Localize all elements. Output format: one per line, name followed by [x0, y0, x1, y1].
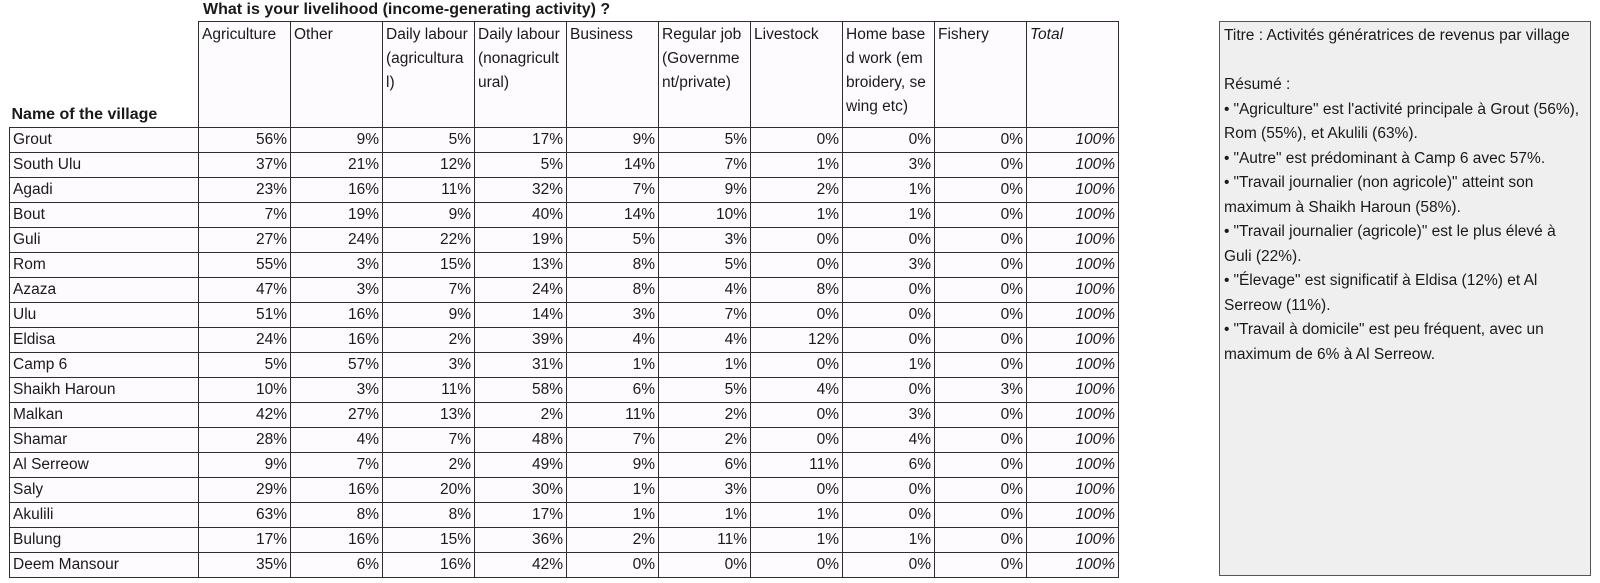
percent-cell: 0% — [567, 553, 659, 578]
percent-cell: 8% — [291, 503, 383, 528]
percent-cell: 9% — [383, 303, 475, 328]
percent-cell: 0% — [935, 453, 1027, 478]
percent-cell: 1% — [751, 503, 843, 528]
percent-cell: 1% — [751, 528, 843, 553]
percent-cell: 0% — [935, 228, 1027, 253]
percent-cell: 19% — [291, 203, 383, 228]
percent-cell: 0% — [935, 153, 1027, 178]
percent-cell: 49% — [475, 453, 567, 478]
percent-cell: 11% — [659, 528, 751, 553]
village-name-cell: Deem Mansour — [10, 553, 199, 578]
table-row — [10, 128, 1119, 153]
summary-point-text: "Élevage" est significatif à Eldisa (12%) et Al Serreow (11%). — [1224, 272, 1538, 314]
percent-cell: 1% — [843, 203, 935, 228]
percent-cell: 24% — [199, 328, 291, 353]
village-name-cell: Rom — [10, 253, 199, 278]
percent-cell: 0% — [935, 403, 1027, 428]
percent-cell: 0% — [935, 178, 1027, 203]
total-cell: 100% — [1027, 278, 1119, 303]
percent-cell: 5% — [659, 378, 751, 403]
percent-cell: 0% — [843, 128, 935, 153]
percent-cell: 2% — [659, 428, 751, 453]
percent-cell: 3% — [659, 228, 751, 253]
summary-point-text: "Travail journalier (agricole)" est le plus élevé à Guli (22%). — [1224, 223, 1556, 265]
percent-cell: 57% — [291, 353, 383, 378]
summary-point — [1224, 171, 1586, 220]
table-header-row — [10, 22, 1119, 128]
table-row — [10, 553, 1119, 578]
percent-cell: 9% — [291, 128, 383, 153]
percent-cell: 28% — [199, 428, 291, 453]
percent-cell: 55% — [199, 253, 291, 278]
village-name-cell: Azaza — [10, 278, 199, 303]
percent-cell: 1% — [659, 503, 751, 528]
percent-cell: 0% — [935, 528, 1027, 553]
percent-cell: 16% — [291, 328, 383, 353]
percent-cell: 0% — [751, 303, 843, 328]
village-name-cell: Ulu — [10, 303, 199, 328]
question-title: What is your livelihood (income-generating activity) ? — [203, 1, 611, 18]
percent-cell: 16% — [291, 528, 383, 553]
percent-cell: 0% — [751, 403, 843, 428]
total-column-header: Total — [1027, 22, 1119, 128]
table-row — [10, 303, 1119, 328]
percent-cell: 1% — [843, 353, 935, 378]
percent-cell: 32% — [475, 178, 567, 203]
percent-cell: 1% — [751, 153, 843, 178]
percent-cell: 10% — [659, 203, 751, 228]
total-cell: 100% — [1027, 428, 1119, 453]
percent-cell: 27% — [199, 228, 291, 253]
summary-point — [1224, 220, 1586, 269]
percent-cell: 9% — [383, 203, 475, 228]
summary-point-text: "Agriculture" est l'activité principale à Grout (56%), Rom (55%), et Akulili (63%). — [1224, 100, 1580, 142]
percent-cell: 0% — [843, 478, 935, 503]
total-cell: 100% — [1027, 128, 1119, 153]
percent-cell: 7% — [567, 428, 659, 453]
table-row — [10, 378, 1119, 403]
livelihood-table — [9, 21, 1119, 578]
percent-cell: 14% — [475, 303, 567, 328]
village-name-cell: Agadi — [10, 178, 199, 203]
bullet-glyph: • — [1224, 321, 1230, 338]
village-name-cell: Grout — [10, 128, 199, 153]
bullet-glyph: • — [1224, 100, 1230, 118]
percent-cell: 0% — [935, 278, 1027, 303]
table-row — [10, 453, 1119, 478]
table-row — [10, 353, 1119, 378]
percent-cell: 4% — [843, 428, 935, 453]
village-name-cell: Eldisa — [10, 328, 199, 353]
percent-cell: 39% — [475, 328, 567, 353]
percent-cell: 63% — [199, 503, 291, 528]
percent-cell: 3% — [383, 353, 475, 378]
summary-point-text: "Travail à domicile" est peu fréquent, avec un maximum de 6% à Al Serreow. — [1224, 321, 1544, 363]
summary-panel — [1219, 21, 1591, 576]
percent-cell: 3% — [291, 278, 383, 303]
percent-cell: 0% — [935, 553, 1027, 578]
percent-cell: 2% — [383, 328, 475, 353]
percent-cell: 30% — [475, 478, 567, 503]
percent-cell: 15% — [383, 253, 475, 278]
column-header: Agriculture — [199, 22, 291, 128]
summary-point — [1224, 98, 1586, 147]
percent-cell: 11% — [383, 378, 475, 403]
column-header: Livestock — [751, 22, 843, 128]
percent-cell: 4% — [291, 428, 383, 453]
column-header: Daily labour (nonagricultural) — [475, 22, 567, 128]
percent-cell: 51% — [199, 303, 291, 328]
percent-cell: 7% — [199, 203, 291, 228]
percent-cell: 17% — [475, 503, 567, 528]
summary-list — [1224, 98, 1586, 368]
total-cell: 100% — [1027, 153, 1119, 178]
percent-cell: 0% — [935, 203, 1027, 228]
percent-cell: 0% — [751, 428, 843, 453]
bullet-glyph: • — [1224, 223, 1230, 240]
percent-cell: 4% — [751, 378, 843, 403]
percent-cell: 3% — [843, 403, 935, 428]
percent-cell: 23% — [199, 178, 291, 203]
percent-cell: 0% — [935, 428, 1027, 453]
village-name-cell: Akulili — [10, 503, 199, 528]
percent-cell: 0% — [843, 303, 935, 328]
table-body — [10, 128, 1119, 578]
village-name-cell: Shaikh Haroun — [10, 378, 199, 403]
summary-point-text: "Travail journalier (non agricole)" atteint son maximum à Shaikh Haroun (58%). — [1224, 174, 1534, 216]
percent-cell: 0% — [935, 303, 1027, 328]
percent-cell: 1% — [567, 353, 659, 378]
table-row — [10, 328, 1119, 353]
percent-cell: 1% — [751, 203, 843, 228]
percent-cell: 3% — [659, 478, 751, 503]
percent-cell: 1% — [567, 503, 659, 528]
summary-point — [1224, 147, 1586, 172]
percent-cell: 0% — [843, 328, 935, 353]
percent-cell: 10% — [199, 378, 291, 403]
percent-cell: 35% — [199, 553, 291, 578]
percent-cell: 0% — [751, 128, 843, 153]
percent-cell: 14% — [567, 153, 659, 178]
percent-cell: 7% — [383, 428, 475, 453]
percent-cell: 29% — [199, 478, 291, 503]
percent-cell: 24% — [291, 228, 383, 253]
village-name-cell: Bulung — [10, 528, 199, 553]
total-cell: 100% — [1027, 453, 1119, 478]
table-row — [10, 428, 1119, 453]
total-cell: 100% — [1027, 303, 1119, 328]
percent-cell: 1% — [567, 478, 659, 503]
bullet-glyph: • — [1224, 149, 1230, 167]
column-header: Regular job (Government/private) — [659, 22, 751, 128]
percent-cell: 6% — [659, 453, 751, 478]
total-cell: 100% — [1027, 528, 1119, 553]
percent-cell: 7% — [659, 153, 751, 178]
percent-cell: 2% — [475, 403, 567, 428]
column-header: Daily labour (agricultural) — [383, 22, 475, 128]
percent-cell: 16% — [291, 303, 383, 328]
percent-cell: 5% — [199, 353, 291, 378]
village-name-cell: Guli — [10, 228, 199, 253]
column-header: Business — [567, 22, 659, 128]
percent-cell: 17% — [475, 128, 567, 153]
percent-cell: 0% — [843, 278, 935, 303]
percent-cell: 42% — [475, 553, 567, 578]
percent-cell: 9% — [199, 453, 291, 478]
percent-cell: 0% — [751, 253, 843, 278]
village-name-cell: Bout — [10, 203, 199, 228]
percent-cell: 16% — [291, 478, 383, 503]
table-row — [10, 153, 1119, 178]
summary-title: Titre : Activités génératrices de revenus par village — [1224, 27, 1570, 44]
village-name-cell: South Ulu — [10, 153, 199, 178]
percent-cell: 2% — [567, 528, 659, 553]
table-row — [10, 478, 1119, 503]
percent-cell: 7% — [567, 178, 659, 203]
percent-cell: 11% — [567, 403, 659, 428]
percent-cell: 16% — [383, 553, 475, 578]
percent-cell: 20% — [383, 478, 475, 503]
percent-cell: 0% — [751, 353, 843, 378]
percent-cell: 0% — [843, 228, 935, 253]
percent-cell: 1% — [659, 353, 751, 378]
table-row — [10, 228, 1119, 253]
column-header: Fishery — [935, 22, 1027, 128]
percent-cell: 2% — [751, 178, 843, 203]
village-name-cell: Saly — [10, 478, 199, 503]
percent-cell: 13% — [475, 253, 567, 278]
percent-cell: 17% — [199, 528, 291, 553]
percent-cell: 1% — [843, 178, 935, 203]
percent-cell: 19% — [475, 228, 567, 253]
percent-cell: 5% — [567, 228, 659, 253]
percent-cell: 5% — [659, 253, 751, 278]
percent-cell: 5% — [659, 128, 751, 153]
total-cell: 100% — [1027, 353, 1119, 378]
total-cell: 100% — [1027, 503, 1119, 528]
percent-cell: 27% — [291, 403, 383, 428]
total-cell: 100% — [1027, 203, 1119, 228]
percent-cell: 8% — [567, 253, 659, 278]
percent-cell: 31% — [475, 353, 567, 378]
village-column-header: Name of the village — [10, 22, 199, 128]
percent-cell: 12% — [383, 153, 475, 178]
percent-cell: 40% — [475, 203, 567, 228]
percent-cell: 5% — [383, 128, 475, 153]
table-row — [10, 278, 1119, 303]
column-header: Other — [291, 22, 383, 128]
percent-cell: 3% — [843, 153, 935, 178]
table-row — [10, 178, 1119, 203]
percent-cell: 58% — [475, 378, 567, 403]
percent-cell: 5% — [475, 153, 567, 178]
percent-cell: 8% — [567, 278, 659, 303]
village-name-cell: Shamar — [10, 428, 199, 453]
percent-cell: 0% — [935, 253, 1027, 278]
percent-cell: 3% — [567, 303, 659, 328]
percent-cell: 3% — [291, 378, 383, 403]
table-row — [10, 528, 1119, 553]
percent-cell: 8% — [751, 278, 843, 303]
total-cell: 100% — [1027, 478, 1119, 503]
percent-cell: 9% — [567, 453, 659, 478]
percent-cell: 4% — [659, 278, 751, 303]
table-row — [10, 203, 1119, 228]
percent-cell: 1% — [843, 528, 935, 553]
percent-cell: 16% — [291, 178, 383, 203]
percent-cell: 2% — [383, 453, 475, 478]
percent-cell: 42% — [199, 403, 291, 428]
summary-point — [1224, 269, 1586, 318]
percent-cell: 3% — [843, 253, 935, 278]
table-row — [10, 403, 1119, 428]
summary-point — [1224, 318, 1586, 367]
percent-cell: 0% — [935, 128, 1027, 153]
percent-cell: 0% — [935, 328, 1027, 353]
percent-cell: 37% — [199, 153, 291, 178]
percent-cell: 4% — [659, 328, 751, 353]
summary-heading: Résumé : — [1224, 76, 1291, 93]
percent-cell: 7% — [659, 303, 751, 328]
percent-cell: 15% — [383, 528, 475, 553]
percent-cell: 36% — [475, 528, 567, 553]
percent-cell: 0% — [751, 553, 843, 578]
village-name-cell: Al Serreow — [10, 453, 199, 478]
total-cell: 100% — [1027, 253, 1119, 278]
percent-cell: 0% — [659, 553, 751, 578]
bullet-glyph: • — [1224, 272, 1230, 289]
percent-cell: 0% — [751, 478, 843, 503]
percent-cell: 6% — [567, 378, 659, 403]
percent-cell: 9% — [659, 178, 751, 203]
total-cell: 100% — [1027, 178, 1119, 203]
percent-cell: 8% — [383, 503, 475, 528]
bullet-glyph: • — [1224, 174, 1230, 191]
percent-cell: 14% — [567, 203, 659, 228]
percent-cell: 56% — [199, 128, 291, 153]
percent-cell: 0% — [843, 378, 935, 403]
total-cell: 100% — [1027, 328, 1119, 353]
percent-cell: 0% — [935, 353, 1027, 378]
percent-cell: 3% — [291, 253, 383, 278]
percent-cell: 0% — [843, 503, 935, 528]
percent-cell: 0% — [935, 503, 1027, 528]
percent-cell: 7% — [383, 278, 475, 303]
percent-cell: 2% — [659, 403, 751, 428]
village-name-cell: Malkan — [10, 403, 199, 428]
column-header: Home based work (embroidery, sewing etc) — [843, 22, 935, 128]
percent-cell: 0% — [751, 228, 843, 253]
total-cell: 100% — [1027, 378, 1119, 403]
percent-cell: 22% — [383, 228, 475, 253]
percent-cell: 6% — [291, 553, 383, 578]
summary-point-text: "Autre" est prédominant à Camp 6 avec 57%. — [1233, 149, 1546, 167]
village-name-cell: Camp 6 — [10, 353, 199, 378]
percent-cell: 0% — [935, 478, 1027, 503]
table-row — [10, 253, 1119, 278]
percent-cell: 9% — [567, 128, 659, 153]
total-cell: 100% — [1027, 553, 1119, 578]
percent-cell: 11% — [751, 453, 843, 478]
percent-cell: 48% — [475, 428, 567, 453]
percent-cell: 12% — [751, 328, 843, 353]
percent-cell: 13% — [383, 403, 475, 428]
percent-cell: 24% — [475, 278, 567, 303]
percent-cell: 0% — [843, 553, 935, 578]
percent-cell: 11% — [383, 178, 475, 203]
total-cell: 100% — [1027, 403, 1119, 428]
percent-cell: 4% — [567, 328, 659, 353]
table-row — [10, 503, 1119, 528]
total-cell: 100% — [1027, 228, 1119, 253]
percent-cell: 47% — [199, 278, 291, 303]
percent-cell: 3% — [935, 378, 1027, 403]
percent-cell: 21% — [291, 153, 383, 178]
percent-cell: 7% — [291, 453, 383, 478]
percent-cell: 6% — [843, 453, 935, 478]
